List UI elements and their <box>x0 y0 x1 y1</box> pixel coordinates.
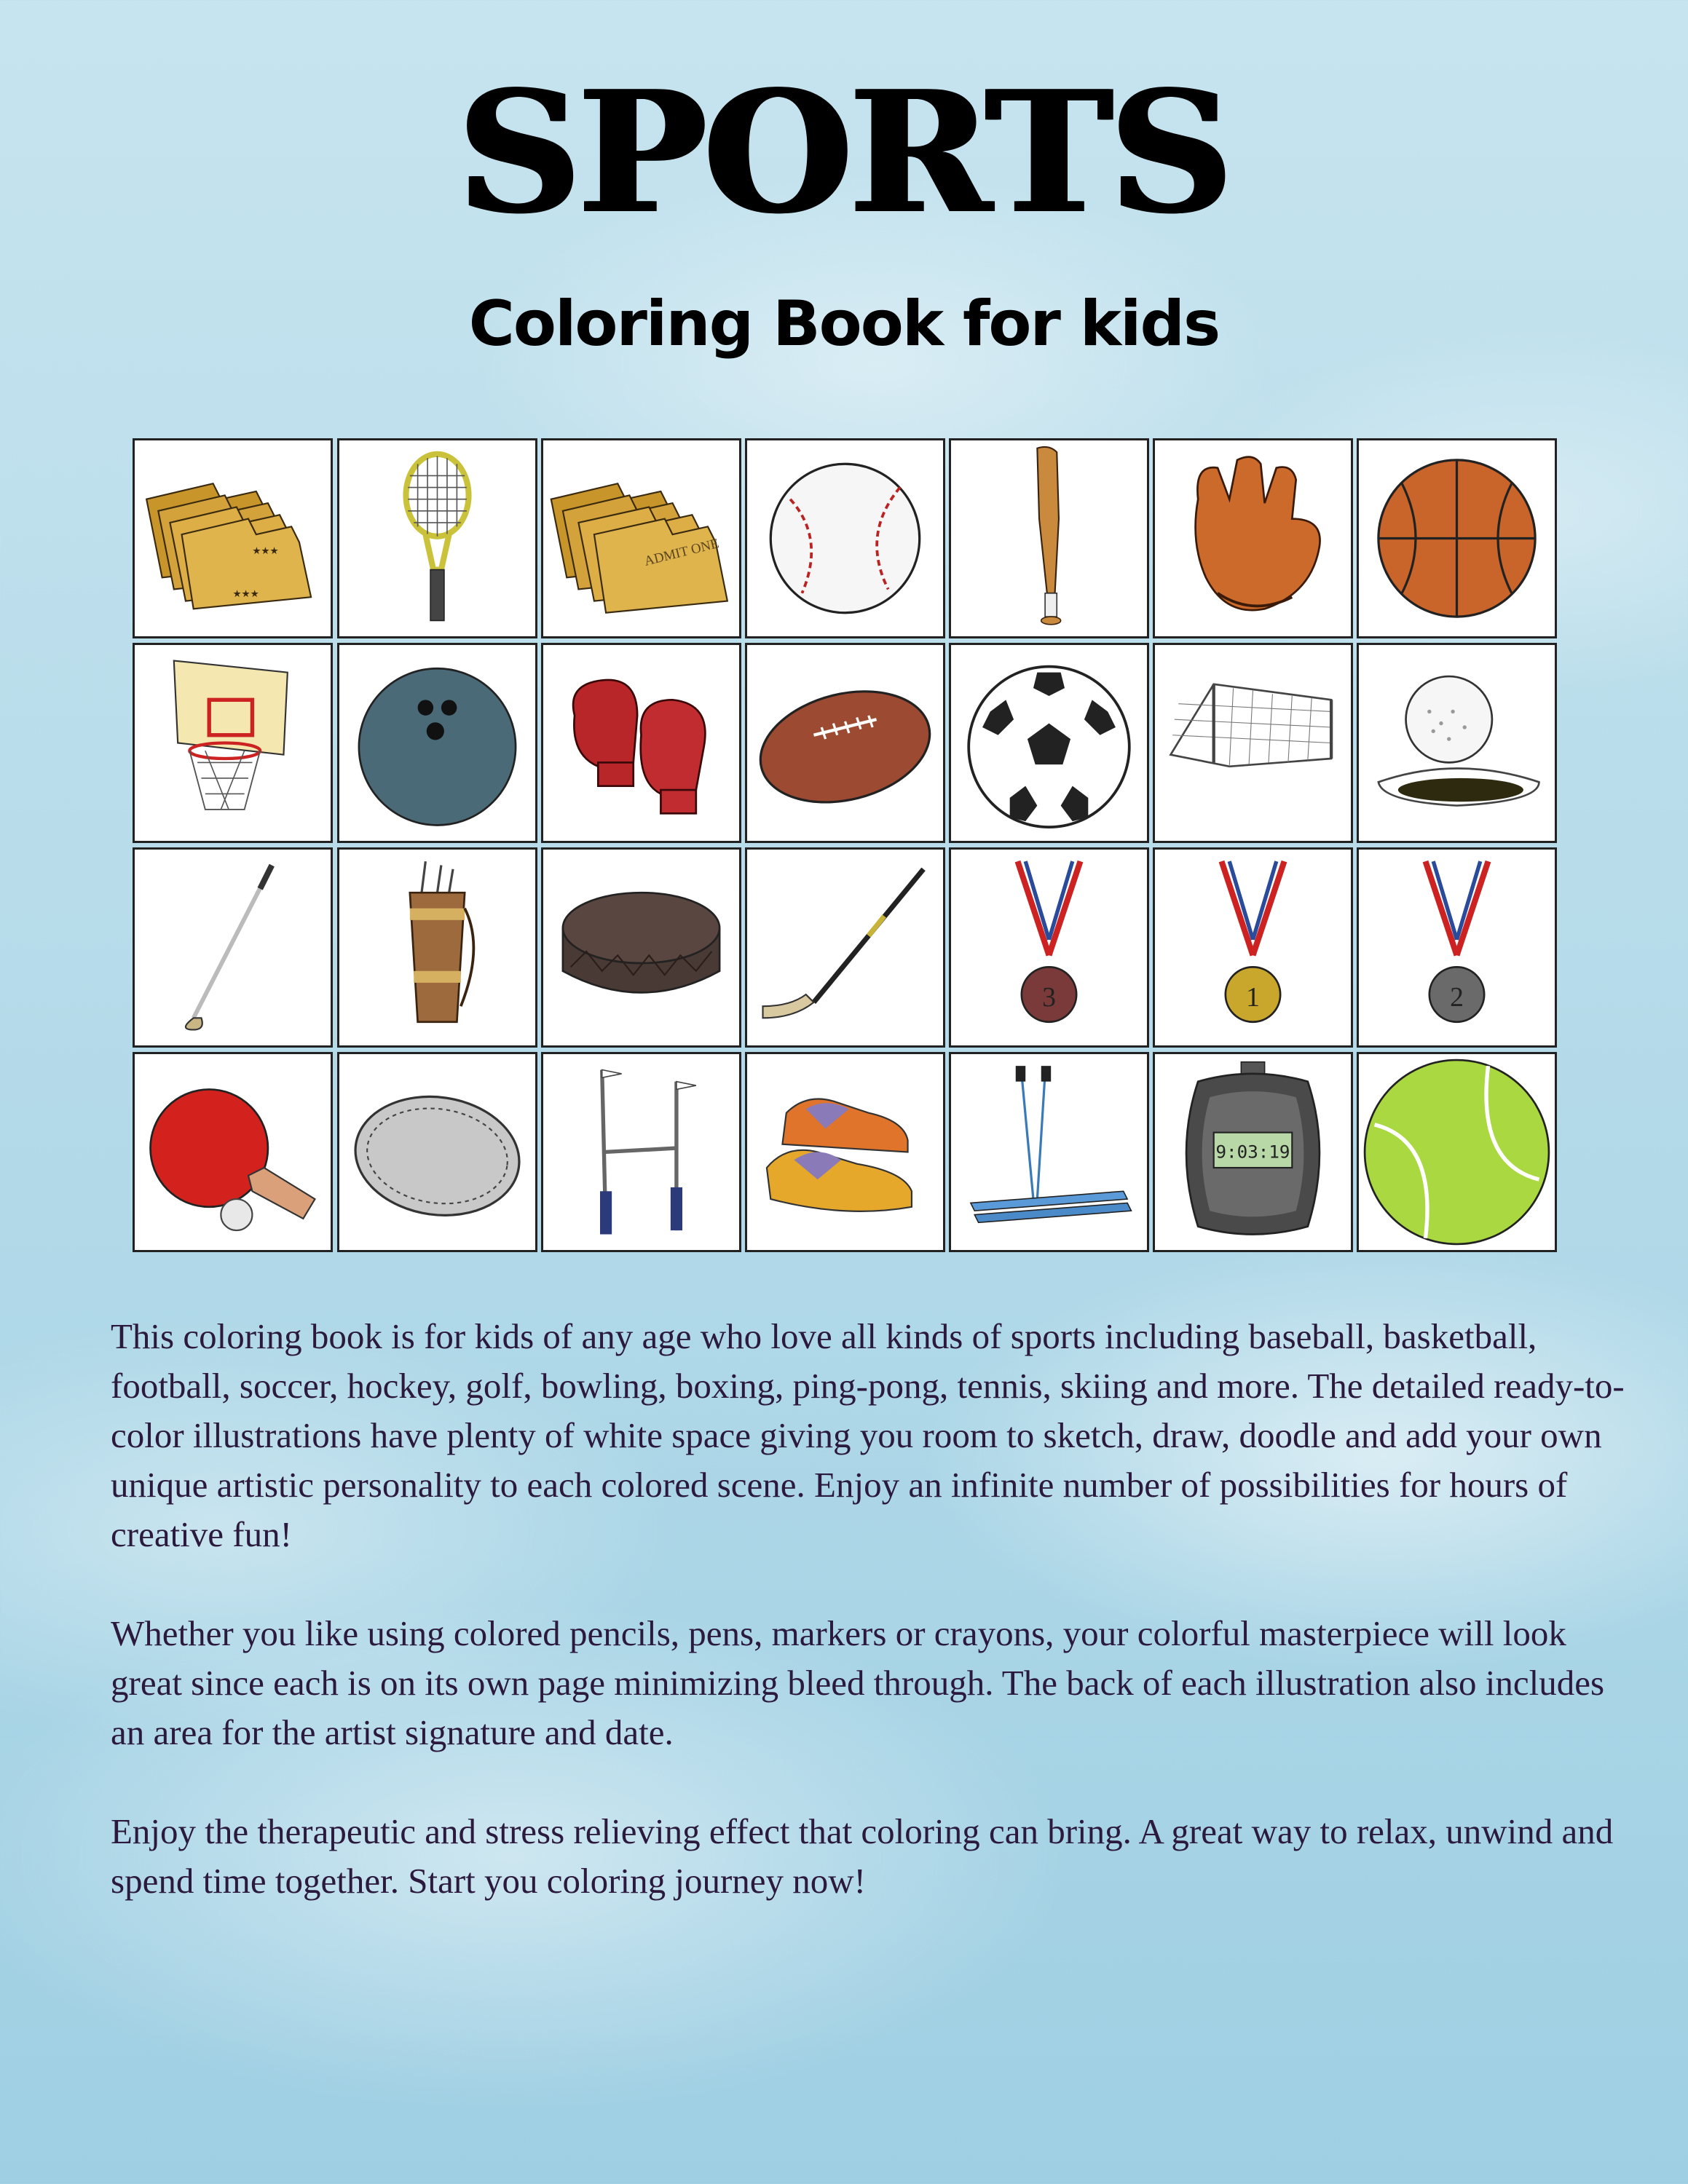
medal-number: 3 <box>1042 982 1056 1013</box>
tennis-racket-icon <box>337 438 537 638</box>
hockey-puck-icon <box>541 847 741 1048</box>
football-icon <box>745 643 945 843</box>
soccer-ball-icon <box>949 643 1149 843</box>
basketball-hoop-icon <box>133 643 333 843</box>
medal-number: 2 <box>1450 982 1464 1013</box>
description-paragraph-1: This coloring book is for kids of any age who love all kinds of sports including baseball, basketball, football, soccer, hockey, golf, bowling, boxing, ping-pong, tennis, skiing and more. The detailed ready-to-color illustrations have plenty of white space giving you room to sketch, draw, doodle and add your own unique artistic personality to each colored scene. Enjoy an infinite number of possibilities for hours of creative fun! <box>111 1316 1625 1554</box>
tennis-ball-icon <box>1357 1052 1557 1252</box>
svg-text:★★★: ★★★ <box>232 588 259 600</box>
bowling-ball-icon <box>337 643 537 843</box>
baseball-glove-icon <box>1153 438 1353 638</box>
medal-number: 1 <box>1246 982 1260 1013</box>
gold-medal-icon <box>1153 847 1353 1048</box>
skis-icon <box>949 1052 1149 1252</box>
book-title: SPORTS <box>457 55 1231 251</box>
description-paragraph-3: Enjoy the therapeutic and stress relieving effect that coloring can bring. A great way to relax, unwind and spend time together. Start you coloring journey now! <box>111 1811 1614 1901</box>
goal-posts-icon <box>541 1052 741 1252</box>
sneakers-icon <box>745 1052 945 1252</box>
book-subtitle: Coloring Book for kids <box>468 288 1220 360</box>
boxing-gloves-icon <box>541 643 741 843</box>
stopwatch-icon <box>1153 1052 1353 1252</box>
svg-text:★★★: ★★★ <box>252 545 279 557</box>
tickets-icon <box>133 438 333 638</box>
basketball-icon <box>1357 438 1557 638</box>
golf-bag-icon <box>337 847 537 1048</box>
description-paragraph-2: Whether you like using colored pencils, pens, markers or crayons, your colorful masterpiece will look great since each is on its own page minimizing bleed through. The back of each illustration also includes an area for the artist signature and date. <box>111 1613 1605 1752</box>
admit-one-text: ADMIT ONE <box>642 536 721 569</box>
ping-pong-paddle-icon <box>133 1052 333 1252</box>
rugby-ball-icon <box>337 1052 537 1252</box>
description <box>111 1312 1625 1955</box>
stopwatch-readout: 9:03:19 <box>1215 1142 1290 1163</box>
baseball-icon <box>745 438 945 638</box>
admit-one-tickets-icon <box>541 438 741 638</box>
bronze-medal-icon <box>949 847 1149 1048</box>
golf-ball-hole-icon <box>1357 643 1557 843</box>
golf-club-icon <box>133 847 333 1048</box>
soccer-goal-icon <box>1153 643 1353 843</box>
hockey-stick-icon <box>745 847 945 1048</box>
silver-medal-icon <box>1357 847 1557 1048</box>
baseball-bat-icon <box>949 438 1149 638</box>
